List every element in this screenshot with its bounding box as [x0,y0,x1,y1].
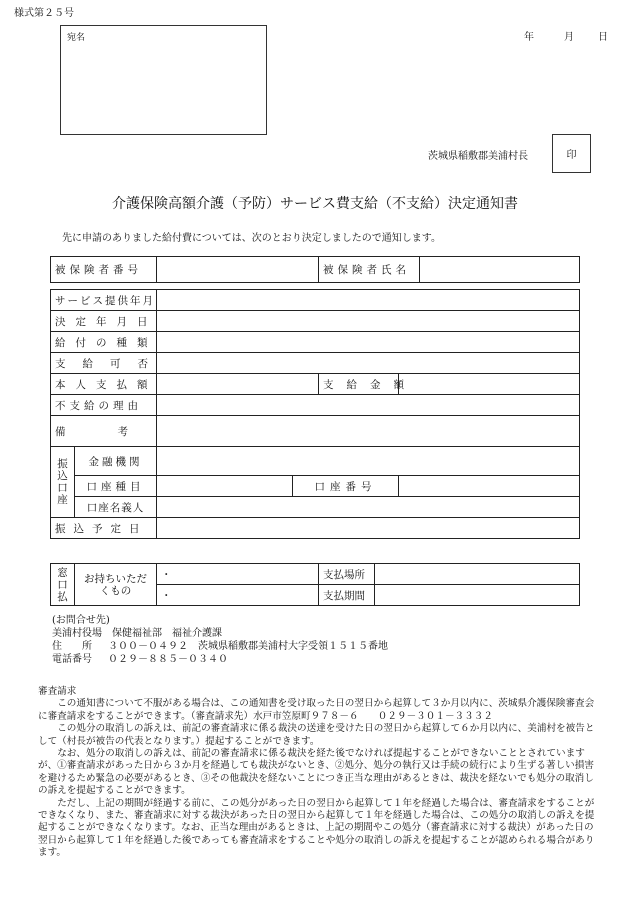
self-payment-field[interactable] [157,374,319,395]
date-year: 年 [524,32,534,43]
account-number-label: 口座番号 [293,476,399,497]
place-field[interactable] [375,564,580,585]
benefit-type-field[interactable] [157,332,580,353]
insured-table [50,256,580,283]
bring-item-2: ・ [157,585,319,606]
place-label: 支払場所 [319,564,375,585]
bank-field[interactable] [157,447,580,476]
insured-name-label: 被保険者氏名 [319,257,420,283]
account-type-label: 口座種目 [75,476,157,497]
seal-text: 印 [566,150,577,161]
issuer-name: 茨城県稲敷郡美浦村長 [428,151,528,162]
addressee-box [60,25,267,135]
transfer-label: 振込口座 [51,447,75,518]
appeal-block [38,686,603,860]
bring-items-label: お持ちいただくもの [75,564,157,606]
benefit-table [50,289,580,539]
service-month-label: サービス提供年月 [51,290,157,311]
account-number-field[interactable] [399,476,580,497]
benefit-type-label: 給付の種類 [51,332,157,353]
addressee-label: 宛名 [67,33,86,43]
inquiry-heading: (お問合せ先) [52,615,110,626]
transfer-date-field[interactable] [157,518,580,539]
account-holder-field[interactable] [157,497,580,518]
decision-date-field[interactable] [157,311,580,332]
insured-name-field[interactable] [420,257,580,283]
form-number: 様式第２５号 [14,8,74,19]
inquiry-phone-row [52,653,592,666]
remarks-label: 備考 [51,416,157,447]
counter-label: 窓口払 [51,564,75,606]
date-day: 日 [598,32,608,43]
service-month-field[interactable] [157,290,580,311]
account-type-field[interactable] [157,476,293,497]
period-label: 支払期間 [319,585,375,606]
approval-field[interactable] [157,353,580,374]
inquiry-block [52,614,592,666]
insured-number-label: 被保険者番号 [51,257,157,283]
page-title: 介護保険高額介護（予防）サービス費支給（不支給）決定通知書 [112,196,518,212]
appeal-p2: この処分の取消しの訴えは、前記の審査請求に係る裁決の送達を受けた日の翌日から起算して６か月以内に、美浦村を被告として（村長が被告の代表となります。）提起することができます。 [38,723,595,747]
date-month: 月 [564,32,574,43]
approval-label: 支給可否 [51,353,157,374]
payment-amount-field[interactable] [399,374,580,395]
seal-box [552,134,591,173]
decision-date-label: 決定年月日 [51,311,157,332]
intro-text: 先に申請のありました給付費については、次のとおり決定しましたので通知します。 [62,233,441,244]
non-payment-reason-field[interactable] [157,395,580,416]
self-payment-label: 本人支払額 [51,374,157,395]
payment-amount-label: 支給金額 [319,374,399,395]
non-payment-reason-label: 不支給の理由 [51,395,157,416]
transfer-date-label: 振込予定日 [51,518,157,539]
inquiry-office: 美浦村役場 保健福祉部 福祉介護課 [52,628,222,639]
bank-label: 金融機関 [75,447,157,476]
appeal-heading: 審査請求 [38,686,77,697]
inquiry-phone: ０２９－８８５－０３４０ [108,654,228,665]
inquiry-phone-label: 電話番号 [52,654,92,665]
insured-number-field[interactable] [157,257,319,283]
remarks-field[interactable] [157,416,580,447]
counter-table [50,563,580,606]
inquiry-address-label: 住 所 [52,641,92,652]
account-holder-label: 口座名義人 [75,497,157,518]
period-field[interactable] [375,585,580,606]
appeal-p3: なお、処分の取消しの訴えは、前記の審査請求に係る裁決を経た後でなければ提起することができないこととされていますが、①審査請求があった日から３か月を経過しても裁決がないとき、②処分、処分の執行又は手続の続行により生ずる著しい損害を避けるため緊急の必要があるとき、③その他裁決を経ないことにつき正当な理由があるときは、裁決を経ないでも処分の取消しの訴えを提起することができます。 [38,748,594,797]
appeal-p1: この通知書について不服がある場合は、この通知書を受け取った日の翌日から起算して３か月以内に、茨城県介護保険審査会に審査請求をすることができます。（審査請求先）水戸市笠原町９７８－６ ０２９－３０１－３３３２ [38,698,595,722]
inquiry-address-row [52,640,592,653]
bring-item-1: ・ [157,564,319,585]
appeal-p4: ただし、上記の期間が経過する前に、この処分があった日の翌日から起算して１年を経過した場合は、審査請求をすることができなくなり、また、審査請求に対する裁決があった日の翌日から起算して１年を経過した場合は、この処分の取消しの訴えを提起することができなくなります。なお、正当な理由があるときは、上記の期間やこの処分（審査請求に対する裁決）があった日の翌日から起算して１年を経過した後であっても審査請求をすることや処分の取消しの訴えを提起することが認められる場合があります。 [38,797,595,859]
inquiry-address: ３００－０４９２ 茨城県稲敷郡美浦村大字受領１５１５番地 [108,641,388,652]
